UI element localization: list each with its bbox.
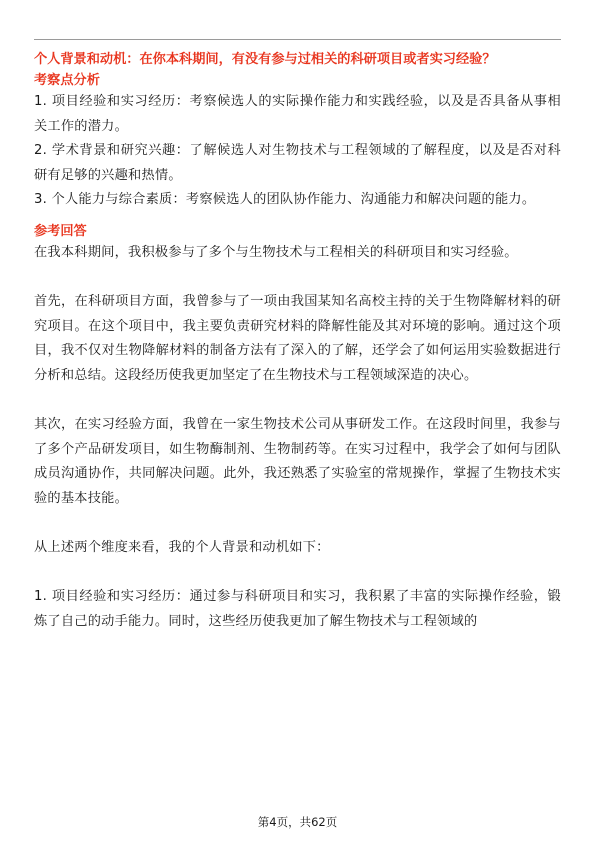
paragraph-gap — [34, 512, 561, 537]
answer-research-paragraph: 首先，在科研项目方面，我曾参与了一项由我国某知名高校主持的关于生物降解材料的研究项目。在这个项目中，我主要负责研究材料的降解性能及其对环境的影响。通过这个项目，我不仅对生物降解材料的制备方法有了深入的了解，还学会了如何运用实验数据进行分析和总结。这段经历使我更加坚定了在生物技术与工程领域深造的决心。 — [34, 294, 561, 383]
page-content — [34, 50, 561, 634]
analysis-heading: 考察点分析 — [34, 73, 100, 88]
analysis-item-1: 1. 项目经验和实习经历：考察候选人的实际操作能力和实践经验，以及是否具备从事相关工作的潜力。 — [34, 94, 561, 134]
answer-point-1: 1. 项目经验和实习经历：通过参与科研项目和实习，我积累了丰富的实际操作经验，锻炼了自己的动手能力。同时，这些经历使我更加了解生物技术与工程领域的 — [34, 589, 561, 629]
answer-internship-paragraph: 其次，在实习经验方面，我曾在一家生物技术公司从事研发工作。在这段时间里，我参与了多个产品研发项目，如生物酶制剂、生物制药等。在实习过程中，我学会了如何与团队成员沟通协作，共同解决问题。此外，我还熟悉了实验室的常规操作，掌握了生物技术实验的基本技能。 — [34, 417, 561, 506]
answer-intro: 在我本科期间，我积极参与了多个与生物技术与工程相关的科研项目和实习经验。 — [34, 244, 518, 260]
paragraph-gap — [34, 561, 561, 586]
answer-summary-line: 从上述两个维度来看，我的个人背景和动机如下： — [34, 540, 330, 556]
question-title: 个人背景和动机：在你本科期间，有没有参与过相关的科研项目或者实习经验？ — [34, 52, 496, 67]
analysis-item-2: 2. 学术背景和研究兴趣：了解候选人对生物技术与工程领域的了解程度，以及是否对科研有足够的兴趣和热情。 — [34, 143, 561, 183]
answer-heading: 参考回答 — [34, 223, 87, 239]
analysis-item-3: 3. 个人能力与综合素质：考察候选人的团队协作能力、沟通能力和解决问题的能力。 — [34, 192, 536, 208]
header-rule — [34, 39, 561, 40]
page-number: 第4页，共62页 — [257, 815, 338, 829]
paragraph-gap — [34, 266, 561, 291]
paragraph-gap — [34, 389, 561, 414]
